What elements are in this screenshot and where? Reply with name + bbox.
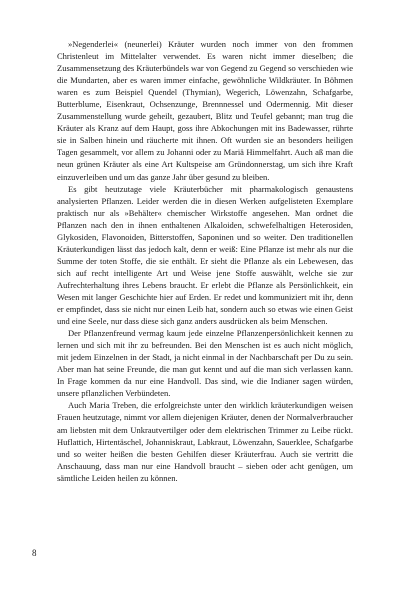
body-paragraph: Der Pflanzenfreund vermag kaum jede einzelne Pflanzenpersönlichkeit kennen zu lernen und sich mit ihr zu befreunden. Bei den Menschen ist es auch nicht möglich, mit jedem Einzelnen in der Stadt, ja nicht einmal in der Nachbarschaft per Du zu sein. Aber man hat seine Freunde, die man gut kennt und auf die man sich verlassen kann. In Frage kommen da nur eine Handvoll. Das sind, wie die Indianer sagen würden, unsere pflanzlichen Verbündeten.	[57, 328, 353, 399]
page-body	[57, 38, 353, 484]
body-paragraph: Auch Maria Treben, die erfolgreichste unter den wirklich kräuterkundigen weisen Frauen heutzutage, nimmt vor allem diejenigen Kräuter, denen der Normalverbraucher am liebsten mit dem Unkrautvertilger oder dem elektrischen Trimmer zu Leibe rückt. Huflattich, Hirtentäschel, Johanniskraut, Labkraut, Löwenzahn, Sauerklee, Schafgarbe und so weiter heißen die besten Gehilfen dieser Kräuterfrau. Auch sie vertritt die Anschauung, dass man nur eine Handvoll braucht – sieben oder acht genügen, um sämtliche Leiden heilen zu können.	[57, 400, 353, 483]
body-paragraph: Es gibt heutzutage viele Kräuterbücher mit pharmakologisch genaustens analysierten Pflanzen. Leider werden die in diesen Werken aufgelisteten Exemplare praktisch nur als »Behälter« chemischer Wirkstoffe angesehen. Man ordnet die Pflanzen nach den in ihnen enthaltenen Alkaloiden, schwefelhaltigen Heterosiden, Glykosiden, Flavonoiden, Bitterstoffen, Saponinen und so weiter. Den traditionellen Kräuterkundigen lässt das jedoch kalt, denn er weiß: Eine Pflanze ist mehr als nur die Summe der toten Stoffe, die sie enthält. Er sieht die Pflanze als ein Lebewesen, das sich auf recht intelligente Art und Weise jene Stoffe auswählt, welche sie zur Aufrechterhaltung ihres Lebens braucht. Er erlebt die Pflanze als Persönlichkeit, ein Wesen mit langer Geschichte hier auf Erden. Er redet und kommuniziert mit ihr, denn er empfindet, dass sie nicht nur einen Leib hat, sondern auch so etwas wie einen Geist und eine Seele, nur dass diese sich ganz anders ausdrücken als beim Menschen.	[57, 183, 353, 327]
body-paragraph: »Negenderlei« (neunerlei) Kräuter wurden noch immer von den frommen Christenleut im Mittelalter verwendet. Es waren nicht immer dieselben; die Zusammensetzung des Kräuterbündels war von Gegend zu Gegend so verschieden wie die Mundarten, aber es waren immer einfache, gewöhnliche Wildkräuter. In Böhmen waren es zum Beispiel Quendel (Thymian), Wegerich, Löwenzahn, Schafgarbe, Butterblume, Eisenkraut, Ochsenzunge, Brennnessel und Odermennig. Mit dieser Zusammenstellung wurde geheilt, gezaubert, Blitz und Teufel gebannt; man trug die Kräuter als Kranz auf dem Haupt, goss ihre Abkochungen mit ins Badewasser, rührte sie in Salben hinein und räucherte mit ihnen. Oft wurden sie an besonders heiligen Tagen gesammelt, vor allem zu Johanni oder zu Mariä Himmelfahrt. Auch aß man die neun grünen Kräuter als eine Art Kultspeise am Gründonnerstag, um sich ihre Kraft einzuverleiben und um das ganze Jahr über gesund zu bleiben.	[57, 39, 353, 182]
page-number: 8	[32, 548, 37, 558]
